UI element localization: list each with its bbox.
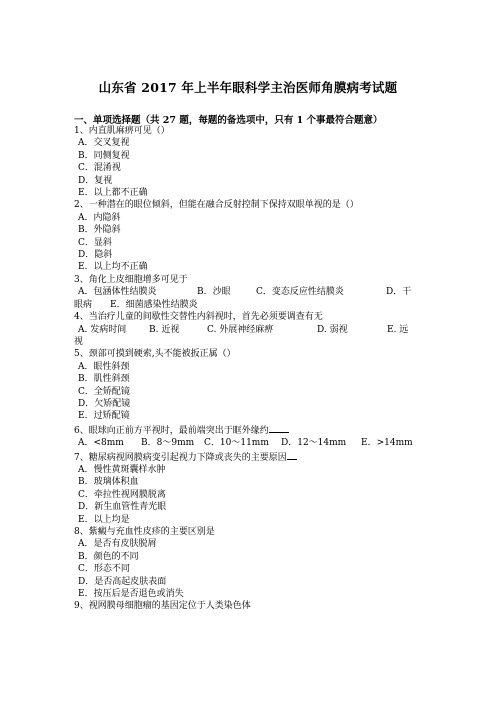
question-stem: 2、一种潜在的眼位倾斜，但能在融合反射控制下保持双眼单视的是（） <box>74 200 359 211</box>
answer-option-continued: 眼病 E．细菌感染性结膜炎 <box>74 299 198 310</box>
answer-option: A．是否有皮肤脱屑 <box>78 539 157 550</box>
question-stem: 4、当治疗儿童的间歇性交替性内斜视时，首先必须要调查有无 <box>74 312 323 323</box>
answer-option: D．欠矫配镜 <box>78 398 131 409</box>
answer-option: B．玻璃体积血 <box>78 477 139 488</box>
answer-option: A．内隐斜 <box>78 212 121 223</box>
document-title: 山东省 2017 年上半年眼科学主治医师角膜病考试题 <box>98 80 398 95</box>
answer-option: E. 远 <box>387 324 409 335</box>
answer-option-row <box>74 437 434 449</box>
answer-option: A．慢性黄斑囊样水肿 <box>78 464 166 475</box>
answer-option: B．外隐斜 <box>78 225 121 236</box>
answer-blank <box>287 450 297 460</box>
answer-option: A．<8mm <box>78 438 124 449</box>
answer-option: E．细菌感染性结膜炎 <box>110 299 198 310</box>
answer-option: C．混淆视 <box>78 163 121 174</box>
answer-option: C．显斜 <box>78 237 112 248</box>
question-stem: 8、紫癜与充血性皮疹的主要区别是 <box>74 527 215 537</box>
answer-option: E．按压后是否退色或消失 <box>78 589 184 600</box>
answer-option: B．同侧复视 <box>78 150 130 161</box>
answer-option: C．10～11mm <box>204 438 269 449</box>
answer-option: E．以上均不正确 <box>78 262 148 273</box>
answer-option: D．干 <box>386 287 412 298</box>
answer-option: A．眼性斜颈 <box>78 361 130 372</box>
answer-blank <box>269 423 289 433</box>
answer-option: D．是否高起皮肤表面 <box>78 576 167 587</box>
answer-option: C. 外展神经麻痹 <box>207 324 274 335</box>
answer-option: D．复视 <box>78 175 113 186</box>
answer-option: C．形态不同 <box>78 564 130 575</box>
answer-option: C．变态反应性结膜炎 <box>256 287 344 298</box>
answer-option: A．交叉复视 <box>78 138 130 149</box>
section-heading: 一、单项选择题（共 27 题，每题的备选项中，只有 1 个事最符合题意） <box>74 115 383 126</box>
answer-option: C．牵拉性视网膜脱离 <box>78 489 166 500</box>
answer-option: C．全矫配镜 <box>78 386 130 397</box>
answer-option-row <box>74 324 434 336</box>
question-list <box>74 125 434 613</box>
answer-option: B．8～9mm <box>141 438 195 449</box>
answer-option: B．肌性斜颈 <box>78 374 130 385</box>
answer-option: B. 近视 <box>149 324 180 335</box>
question-stem: 7、糖尿病视网膜病变引起视力下降或丧失的主要原因 <box>74 450 434 464</box>
answer-option: D. 弱视 <box>317 324 348 335</box>
question-stem: 6、眼球向正前方平视时，最前端突出于眶外缘约 <box>74 423 434 437</box>
question-stem: 9、视网膜母细胞瘤的基因定位于人类染色体 <box>74 601 251 612</box>
answer-option: E．>14mm <box>361 438 413 449</box>
answer-option: E．过矫配镜 <box>78 411 130 422</box>
question-stem: 3、角化上皮细胞增多可见于 <box>74 274 188 285</box>
answer-option: E．以上均是 <box>78 514 130 525</box>
answer-option: B．沙眼 <box>197 287 231 298</box>
answer-option: D．隐斜 <box>78 250 113 261</box>
question-stem: 1、内直肌麻痹可见（） <box>74 126 170 136</box>
answer-option: E．以上都不正确 <box>78 188 148 199</box>
answer-option: D．12～14mm <box>281 438 347 449</box>
answer-option-continued: 视 <box>74 336 84 347</box>
answer-option: B．颜色的不同 <box>78 551 139 562</box>
answer-option: A．包涵体性结膜炎 <box>78 287 157 298</box>
question-stem: 5、颈部可摸到硬索,头不能被扳正属（） <box>74 349 236 360</box>
answer-option: D．新生血管性青光眼 <box>78 502 167 513</box>
answer-option: A. 发病时间 <box>78 324 127 335</box>
answer-option-row <box>74 286 434 298</box>
